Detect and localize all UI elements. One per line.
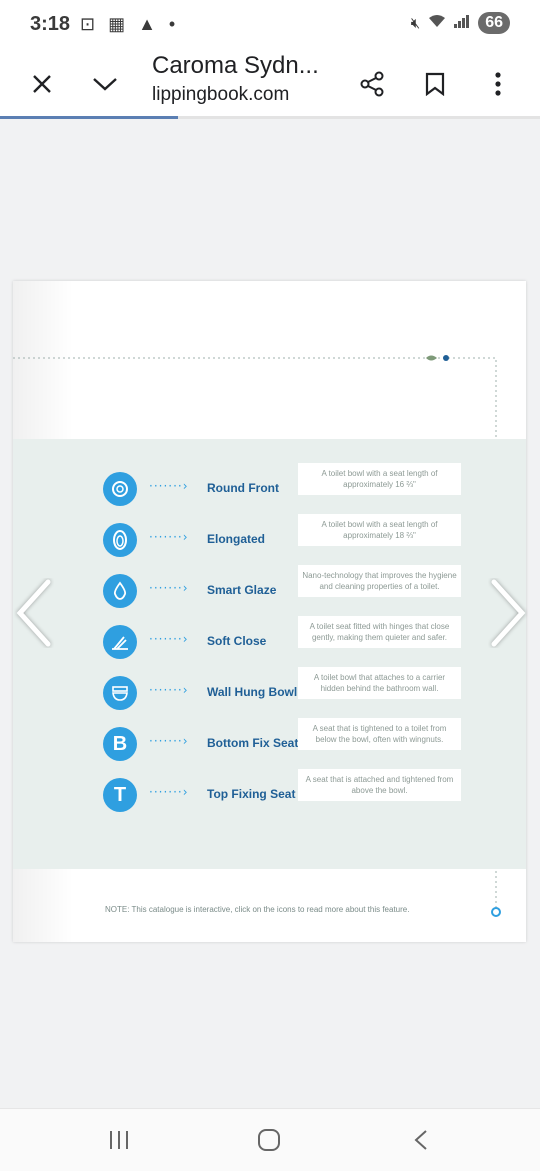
mute-icon: 🔇︎ <box>410 14 421 32</box>
signal-icon <box>454 14 470 32</box>
dotted-arrow: ·······› <box>149 479 189 493</box>
back-icon[interactable] <box>406 1127 436 1153</box>
smart-glaze-icon[interactable] <box>103 574 137 608</box>
system-navigation-bar <box>0 1108 540 1171</box>
feature-name: Wall Hung Bowl <box>207 685 298 699</box>
feature-description: A toilet bowl with a seat length of approximately 18 ⅔" <box>298 514 461 546</box>
next-page-arrow[interactable] <box>488 578 528 648</box>
feature-row-bottom-fix-seat <box>103 724 463 764</box>
feature-row-top-fixing-seat <box>103 775 463 815</box>
home-icon[interactable] <box>254 1127 284 1153</box>
dotted-arrow: ·······› <box>149 734 189 748</box>
round-front-icon[interactable] <box>103 472 137 506</box>
catalogue-page[interactable] <box>13 281 526 942</box>
feature-name: Soft Close <box>207 634 267 648</box>
feature-description: A seat that is tightened to a toilet from below the bowl, often with wingnuts. <box>298 718 461 750</box>
top-fixing-seat-icon[interactable]: T <box>103 778 137 812</box>
feature-name: Smart Glaze <box>207 583 277 597</box>
catalogue-note: NOTE: This catalogue is interactive, click on the icons to read more about this feature. <box>105 905 410 914</box>
feature-description: A seat that is attached and tightened from above the bowl. <box>298 769 461 801</box>
feature-name: Round Front <box>207 481 279 495</box>
feature-row-soft-close <box>103 622 463 662</box>
bookmark-icon[interactable] <box>415 64 455 104</box>
dotted-arrow: ·······› <box>149 632 189 646</box>
wall-hung-bowl-icon[interactable] <box>103 676 137 710</box>
bottom-fix-seat-icon[interactable]: B <box>103 727 137 761</box>
recent-apps-icon[interactable] <box>104 1127 134 1153</box>
share-icon[interactable] <box>352 64 392 104</box>
feature-description: A toilet bowl that attaches to a carrier hidden behind the bathroom wall. <box>298 667 461 699</box>
feature-row-wall-hung-bowl <box>103 673 463 713</box>
page-title: Caroma Sydn... <box>152 52 319 79</box>
close-icon[interactable] <box>22 64 62 104</box>
feature-description: A toilet bowl with a seat length of approximately 16 ⅔" <box>298 463 461 495</box>
feature-name: Elongated <box>207 532 266 546</box>
feature-row-smart-glaze <box>103 571 463 611</box>
status-right <box>411 12 510 34</box>
battery-indicator: 66 <box>478 12 510 34</box>
title-block[interactable] <box>152 52 342 106</box>
feature-name: Top Fixing Seat <box>207 787 296 801</box>
dotted-arrow: ·······› <box>149 581 189 595</box>
feature-row-elongated <box>103 520 463 560</box>
feature-description: Nano-technology that improves the hygiene and cleaning properties of a toilet. <box>298 565 461 597</box>
browser-toolbar <box>0 50 540 116</box>
dotted-arrow: ·······› <box>149 683 189 697</box>
more-options-icon[interactable] <box>478 64 518 104</box>
chevron-down-icon[interactable] <box>85 64 125 104</box>
dotted-arrow: ·······› <box>149 785 189 799</box>
feature-row-round-front <box>103 469 463 509</box>
page-url: lippingbook.com <box>152 84 290 105</box>
status-time: 3:18 <box>30 13 71 35</box>
feature-name: Bottom Fix Seat <box>207 736 299 750</box>
soft-close-icon[interactable] <box>103 625 137 659</box>
feature-description: A toilet seat fitted with hinges that close gently, making them quieter and safer. <box>298 616 461 648</box>
page-load-progress <box>0 116 540 119</box>
status-bar <box>0 0 540 50</box>
wifi-icon <box>428 14 446 32</box>
progress-fill <box>0 116 178 119</box>
previous-page-arrow[interactable] <box>14 578 54 648</box>
elongated-icon[interactable] <box>103 523 137 557</box>
dotted-arrow: ·······› <box>149 530 189 544</box>
notification-icons: ⊡ ▦ ▲ • <box>80 14 180 34</box>
